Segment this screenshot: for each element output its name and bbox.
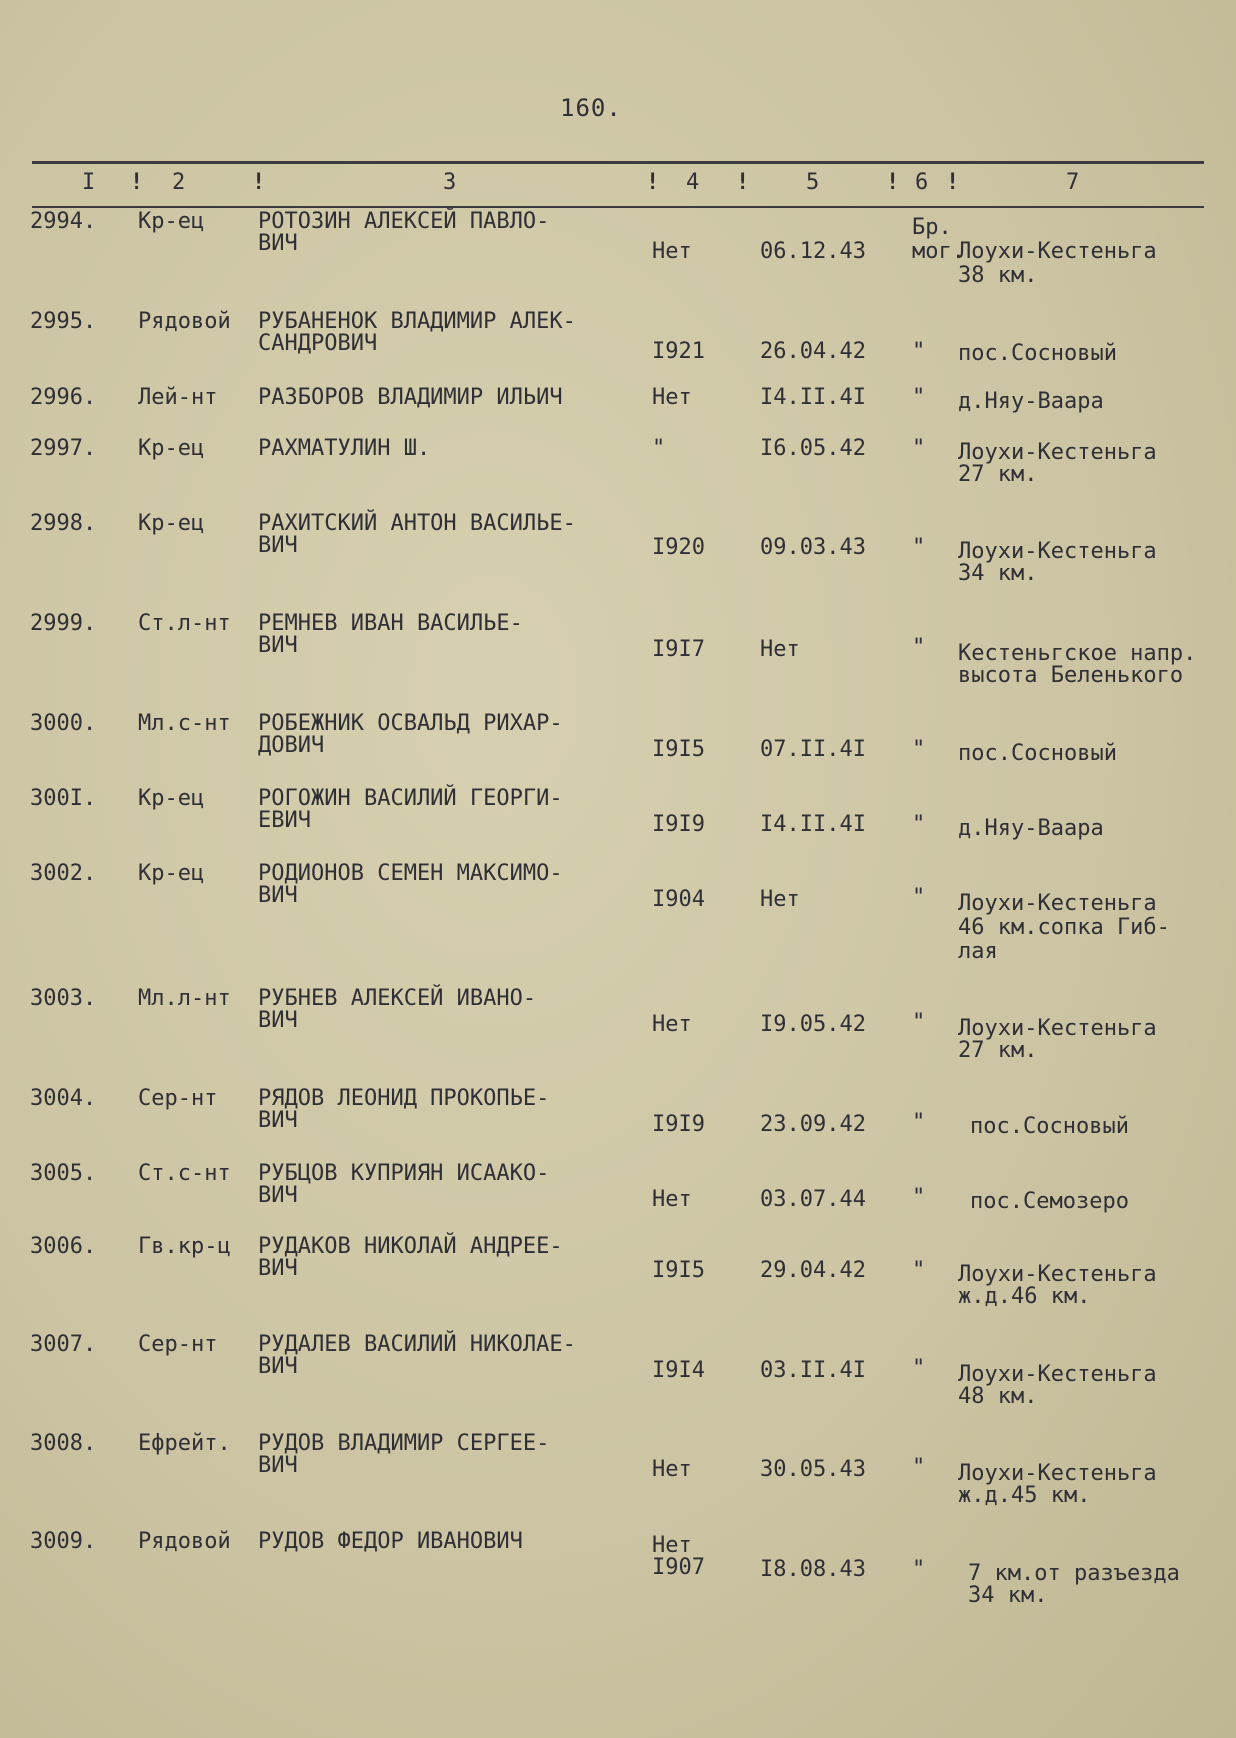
name-line-1: РУДОВ ФЕДОР ИВАНОВИЧ [258,1529,523,1554]
name-line-1: РОТОЗИН АЛЕКСЕЙ ПАВЛО- [258,209,550,234]
rank: Кр-ец [138,511,205,536]
death-date: 23.09.42 [760,1112,866,1137]
burial-place-line-1: пос.Семозеро [970,1189,1129,1214]
page-number: 160. [560,94,622,122]
burial-type: " [912,385,926,410]
death-date: I8.08.43 [760,1557,866,1582]
header-col-7: 7 [1066,170,1080,195]
burial-place-line-2: ж.д.46 км. [958,1284,1091,1309]
name-line-1: РУДАЛЕВ ВАСИЛИЙ НИКОЛАЕ- [258,1332,576,1357]
name-line-1: РАХМАТУЛИН Ш. [258,436,431,461]
rank: Ст.л-нт [138,611,231,636]
burial-type: " [912,635,926,660]
death-date: 03.07.44 [760,1187,866,1212]
header-separator: ! [886,170,900,195]
name-line-1: РОБЕЖНИК ОСВАЛЬД РИХАР- [258,711,563,736]
death-date: 06.12.43 [760,239,866,264]
burial-place-line-1: Лоухи-Кестеньга [958,1262,1157,1287]
name-line-2: ВИЧ [258,231,298,256]
burial-place-line-1: Кестеньгское напр. [958,641,1197,666]
header-separator: ! [130,170,144,195]
rank: Рядовой [138,309,231,334]
birth-year: " [652,436,666,461]
record-number: 3000. [30,711,97,736]
name-line-1: РУБАНЕНОК ВЛАДИМИР АЛЕК- [258,309,576,334]
burial-place-line-1: Лоухи-Кестеньга [958,239,1157,264]
death-date: I4.II.4I [760,385,866,410]
birth-year: I907 [652,1555,705,1580]
birth-year: I9I7 [652,637,705,662]
name-line-2: ВИЧ [258,1453,298,1478]
burial-place-line-2: ж.д.45 км. [958,1483,1091,1508]
burial-place-line-1: пос.Сосновый [970,1114,1129,1139]
burial-type: " [912,885,926,910]
header-col-6: 6 [915,170,929,195]
death-date: 09.03.43 [760,535,866,560]
burial-place-line-2: высота Беленького [958,663,1184,688]
header-separator: ! [946,170,960,195]
record-number: 3008. [30,1431,97,1456]
name-line-2: ВИЧ [258,1008,298,1033]
record-number: 2999. [30,611,97,636]
burial-place-line-1: Лоухи-Кестеньга [958,440,1157,465]
death-date: 07.II.4I [760,737,866,762]
burial-place-line-1: 7 км.от разъезда [968,1561,1180,1586]
name-line-2: ВИЧ [258,1256,298,1281]
rank: Ст.с-нт [138,1161,231,1186]
burial-type: " [912,1010,926,1035]
burial-place-line-2: 27 км. [958,1038,1038,1063]
header-separator: ! [646,170,660,195]
header-col-1: I [82,170,96,195]
death-date: I6.05.42 [760,436,866,461]
record-number: 300I. [30,786,97,811]
rank: Кр-ец [138,861,205,886]
name-line-1: РОДИОНОВ СЕМЕН МАКСИМО- [258,861,563,886]
birth-year: Нет [652,1457,692,1482]
rank: Сер-нт [138,1086,218,1111]
death-date: Нет [760,887,800,912]
record-number: 3007. [30,1332,97,1357]
name-line-1: РУБНЕВ АЛЕКСЕЙ ИВАНО- [258,986,537,1011]
burial-place-line-1: пос.Сосновый [958,341,1117,366]
record-number: 3005. [30,1161,97,1186]
name-line-1: РАХИТСКИЙ АНТОН ВАСИЛЬЕ- [258,511,576,536]
rank: Мл.с-нт [138,711,231,736]
name-line-2: ВИЧ [258,1354,298,1379]
birth-year: Нет [652,1187,692,1212]
name-line-2: ВИЧ [258,633,298,658]
burial-place-line-2: 27 км. [958,462,1038,487]
record-number: 2997. [30,436,97,461]
burial-type: " [912,339,926,364]
birth-year: I9I5 [652,1258,705,1283]
burial-type-line-1: Бр. [912,215,952,240]
name-line-2: ВИЧ [258,533,298,558]
burial-type: " [912,737,926,762]
burial-place-line-1: Лоухи-Кестеньга [958,1461,1157,1486]
rank: Ефрейт. [138,1431,231,1456]
burial-type: " [912,1557,926,1582]
burial-type: " [912,436,926,461]
burial-type: " [912,812,926,837]
birth-year: I921 [652,339,705,364]
header-col-4: 4 [686,170,700,195]
burial-type: " [912,1258,926,1283]
record-number: 2995. [30,309,97,334]
name-line-2: ВИЧ [258,1108,298,1133]
birth-year: Нет [652,239,692,264]
header-col-5: 5 [806,170,820,195]
death-date: Нет [760,637,800,662]
death-date: I9.05.42 [760,1012,866,1037]
rank: Мл.л-нт [138,986,231,1011]
birth-year: I9I9 [652,1112,705,1137]
birth-year: I920 [652,535,705,560]
burial-place-line-1: д.Няу-Ваара [958,389,1104,414]
death-date: 03.II.4I [760,1358,866,1383]
record-number: 3004. [30,1086,97,1111]
birth-year: Нет [652,1012,692,1037]
name-line-2: САНДРОВИЧ [258,331,378,356]
rank: Рядовой [138,1529,231,1554]
header-col-3: 3 [443,170,457,195]
name-line-1: РУДАКОВ НИКОЛАЙ АНДРЕЕ- [258,1234,563,1259]
burial-type: " [912,1185,926,1210]
burial-place-line-1: Лоухи-Кестеньга [958,1016,1157,1041]
burial-place-line-2: 46 км.сопка Гиб- [958,915,1170,940]
burial-type: " [912,535,926,560]
name-line-1: РУБЦОВ КУПРИЯН ИСААКО- [258,1161,550,1186]
record-number: 3009. [30,1529,97,1554]
name-line-2: ВИЧ [258,1183,298,1208]
burial-place-line-1: Лоухи-Кестеньга [958,1362,1157,1387]
record-number: 2996. [30,385,97,410]
burial-place-line-1: Лоухи-Кестеньга [958,891,1157,916]
birth-year: Нет [652,385,692,410]
record-number: 3006. [30,1234,97,1259]
name-line-1: РАЗБОРОВ ВЛАДИМИР ИЛЬИЧ [258,385,563,410]
burial-type: " [912,1455,926,1480]
birth-year: I9I9 [652,812,705,837]
name-line-2: ВИЧ [258,883,298,908]
record-number: 2994. [30,209,97,234]
name-line-1: РУДОВ ВЛАДИМИР СЕРГЕЕ- [258,1431,550,1456]
burial-type: " [912,1110,926,1135]
name-line-1: РЯДОВ ЛЕОНИД ПРОКОПЬЕ- [258,1086,550,1111]
record-number: 3003. [30,986,97,1011]
birth-year: I9I4 [652,1358,705,1383]
header-separator: ! [252,170,266,195]
rank: Кр-ец [138,209,205,234]
record-number: 2998. [30,511,97,536]
rank: Лей-нт [138,385,218,410]
record-number: 3002. [30,861,97,886]
burial-place-line-1: Лоухи-Кестеньга [958,539,1157,564]
name-line-1: РОГОЖИН ВАСИЛИЙ ГЕОРГИ- [258,786,563,811]
rank: Кр-ец [138,436,205,461]
burial-place-line-2: 48 км. [958,1384,1038,1409]
header-separator: ! [736,170,750,195]
name-line-2: ЕВИЧ [258,808,311,833]
burial-place-line-1: д.Няу-Ваара [958,816,1104,841]
burial-place-line-3: лая [958,939,998,964]
rank: Кр-ец [138,786,205,811]
birth-year: I9I5 [652,737,705,762]
death-date: 26.04.42 [760,339,866,364]
name-line-1: РЕМНЕВ ИВАН ВАСИЛЬЕ- [258,611,523,636]
birth-year-struck: Нет [652,1533,692,1558]
burial-type: мог. [912,239,965,264]
death-date: 29.04.42 [760,1258,866,1283]
burial-place-line-1: пос.Сосновый [958,741,1117,766]
death-date: I4.II.4I [760,812,866,837]
burial-place-line-2: 34 км. [968,1583,1048,1608]
name-line-2: ДОВИЧ [258,733,325,758]
burial-place-line-2: 34 км. [958,561,1038,586]
rank: Сер-нт [138,1332,218,1357]
rank: Гв.кр-ц [138,1234,231,1259]
burial-type: " [912,1356,926,1381]
birth-year: I904 [652,887,705,912]
death-date: 30.05.43 [760,1457,866,1482]
header-col-2: 2 [172,170,186,195]
burial-place-line-2: 38 км. [958,263,1038,288]
